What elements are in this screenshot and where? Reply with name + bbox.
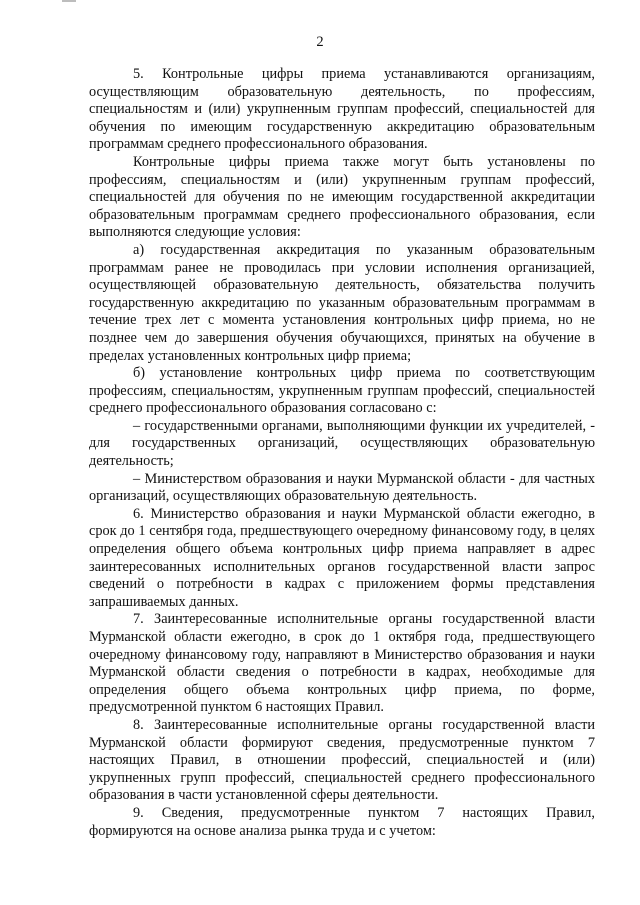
condition-a: а) государственная аккредитация по указанным образовательным программам ранее не проводилась при условии исполнения организацией, осуществляющей образовательную деятельность, обязательства получить государственную аккредитацию по указанным образовательным программам в течение трех лет с момента установления контрольных цифр приема, но не позднее чем до завершения обучения обучающихся, принятых на обучение в пределах установленных контрольных цифр приема; [89, 241, 595, 364]
paragraph-7: 7. Заинтересованные исполнительные органы государственной власти Мурманской области ежегодно, в срок до 1 октября года, предшествующего очередному финансовому году, направляют в Министерство образования и науки Мурманской области сведения о потребности в кадрах, необходимые для определения общего объема контрольных цифр приема, по форме, предусмотренной пунктом 6 настоящих Правил. [89, 611, 595, 716]
condition-b-item-1: – государственными органами, выполняющими функции их учредителей, - для государственных организаций, осуществляющих образовательную деятельность; [89, 417, 595, 470]
document-body [89, 66, 595, 840]
paragraph-5: 5. Контрольные цифры приема устанавливаются организациям, осуществляющим образовательную деятельность, по профессиям, специальностям и (или) укрупненным группам профессий, специальностей для обучения по имеющим государственную аккредитацию образовательным программам среднего профессионального образования. [89, 66, 595, 153]
condition-b-item-2: – Министерством образования и науки Мурманской области - для частных организаций, осуществляющих образовательную деятельность. [89, 470, 595, 505]
paragraph-8: 8. Заинтересованные исполнительные органы государственной власти Мурманской области формируют сведения, предусмотренные пунктом 7 настоящих Правил, в отношении профессий, специальностей и (или) укрупненных групп профессий, специальностей среднего профессионального образования в части установленной сферы деятельности. [89, 716, 595, 804]
paragraph-5-continued: Контрольные цифры приема также могут быть установлены по профессиям, специальностям и (или) укрупненным группам профессий, специальностей для обучения по не имеющим государственной аккредитации образовательным программам среднего профессионального образования, если выполняются следующие условия: [89, 153, 595, 241]
paragraph-9: 9. Сведения, предусмотренные пунктом 7 настоящих Правил, формируются на основе анализа рынка труда и с учетом: [89, 804, 595, 839]
paragraph-6: 6. Министерство образования и науки Мурманской области ежегодно, в срок до 1 сентября года, предшествующего очередному финансовому году, в целях определения общего объема контрольных цифр приема направляет в адрес заинтересованных исполнительных органов государственной власти запрос сведений о потребности в кадрах с приложением формы представления запрашиваемых данных. [89, 505, 595, 610]
condition-b: б) установление контрольных цифр приема по соответствующим профессиям, специальностям, укрупненным группам профессий, специальностей среднего профессионального образования согласовано с: [89, 365, 595, 417]
page-number: 2 [316, 34, 324, 50]
scan-mark [62, 0, 76, 2]
